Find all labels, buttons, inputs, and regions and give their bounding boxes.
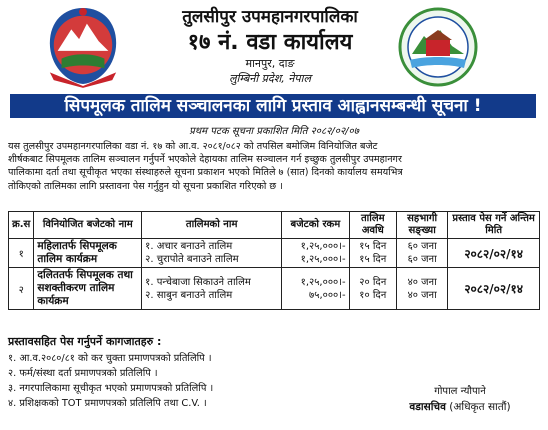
- document-item: ४. प्रशिक्षकको TOT प्रमाणपत्रको प्रतिलिपि तथा C.V. ।: [8, 398, 207, 409]
- province-line: लुम्बिनी प्रदेश, नेपाल: [229, 72, 311, 85]
- notice-banner: सिपमूलक तालिम सञ्चालनका लागि प्रस्ताव आह्वानसम्बन्धी सूचना !: [10, 94, 536, 118]
- row-category: दलिततर्फ सिपमूलक तथा सशक्तीकरण तालिम कार्यक्रम: [34, 268, 142, 310]
- header-sn: क्र.स: [9, 212, 34, 239]
- signatory-note: (अधिकृत सातौं): [449, 401, 511, 413]
- header-duration: तालिम अवधि: [349, 212, 396, 239]
- budget-amount: ७५,०००।-: [309, 289, 346, 301]
- duration: १५ दिन: [359, 241, 387, 252]
- participant-count: ४० जना: [407, 289, 437, 301]
- participant-count: ४० जना: [407, 276, 437, 288]
- municipality-name: तुलसीपुर उपमहानगरपालिका: [182, 7, 358, 27]
- document-item: १. आ.व.२०८०/८१ को कर चुक्ता प्रमाणपत्रको प्रतिलिपि ।: [8, 353, 212, 364]
- training-name: २. साबुन बनाउने तालिम: [145, 289, 233, 301]
- row-sn: २: [9, 268, 34, 310]
- header-participants: सहभागी सङ्ख्या: [396, 212, 447, 239]
- publication-date-line: प्रथम पटक सूचना प्रकाशित मिति २०८२/०२/०७: [189, 126, 359, 137]
- training-name: २. चुरापोते बनाउने तालिम: [145, 254, 239, 265]
- paragraph-line: शीर्षकबाट सिपमूलक तालिम सञ्चालन गर्नुपर्ने भएकोले देहायका तालिम सञ्चालन गर्न इच्छुक तुलसीपुर उपमहानगर: [8, 154, 402, 166]
- training-name: १. अचार बनाउने तालिम: [145, 241, 233, 252]
- duration: १० दिन: [359, 289, 387, 301]
- header: [0, 0, 548, 96]
- document-item: २. फर्म/संस्था दर्ता प्रमाणपत्रको प्रतिलिपि ।: [8, 368, 158, 379]
- paragraph-line: यस तुलसीपुर उपमहानगरपालिका वडा नं. १७ को आ.व. २०८१/०८२ को तपसिल बमोजिम विनियोजित बजेट: [8, 141, 378, 152]
- signature-block: [390, 383, 530, 414]
- row-durations: [349, 239, 396, 268]
- budget-amount: १,२५,०००।-: [300, 276, 346, 288]
- signatory-name: गोपाल न्यौपाने: [434, 386, 486, 397]
- row-participants: [396, 239, 447, 268]
- signatory-designation: वडासचिव: [409, 401, 446, 413]
- header-budget: बजेटको रकम: [282, 212, 349, 239]
- row-category: महिलातर्फ सिपमूलक तालिम कार्यक्रम: [34, 239, 142, 268]
- row-durations: [349, 268, 396, 310]
- budget-amount: १,२५,०००।-: [300, 241, 346, 252]
- duration: १५ दिन: [359, 254, 387, 265]
- header-deadline: प्रस्ताव पेस गर्ने अन्तिम मिति: [448, 212, 540, 239]
- nepal-emblem-icon: [44, 4, 122, 88]
- row-budgets: [282, 239, 349, 268]
- paragraph-line: तोकिएको तालिमका लागि प्रस्तावना पेस गर्नुहुन यो सूचना प्रकाशित गरिएको छ ।: [8, 180, 283, 192]
- header-training: तालिमको नाम: [142, 212, 282, 239]
- budget-amount: १,२५,०००।-: [300, 254, 346, 265]
- table-row: [9, 239, 540, 268]
- row-trainings: [142, 239, 282, 268]
- document-item: ३. नगरपालिकामा सूचीकृत भएको प्रमाणपत्रको प्रतिलिपि ।: [8, 383, 214, 394]
- training-name: १. पन्चेबाजा सिकाउने तालिम: [145, 276, 251, 288]
- training-table: [8, 211, 540, 310]
- row-participants: [396, 268, 447, 310]
- duration: २० दिन: [359, 276, 387, 288]
- address-line: मानपुर, दाङ: [245, 57, 295, 70]
- ward-office-title: १७ नं. वडा कार्यालय: [187, 30, 353, 55]
- row-trainings: [142, 268, 282, 310]
- documents-title: प्रस्तावसहित पेस गर्नुपर्ने कागजातहरु :: [8, 335, 162, 348]
- signatory-designation-line: [390, 400, 530, 414]
- paragraph-line: पालिकामा दर्ता तथा सूचीकृत भएका संस्थाहरुले सूचना प्रकाशन भएको मितिले ७ (सात) दिनको कार्यालय समयभित्र: [8, 167, 403, 179]
- row-deadline: २०८२/०२/१४: [448, 268, 540, 310]
- table-row: [9, 268, 540, 310]
- notice-paragraph: [8, 140, 540, 193]
- participant-count: ६० जना: [407, 241, 437, 252]
- table-header-row: [9, 212, 540, 239]
- row-sn: १: [9, 239, 34, 268]
- participant-count: ६० जना: [407, 254, 437, 265]
- header-category: विनियोजित बजेटको नाम: [34, 212, 142, 239]
- row-deadline: २०८२/०२/१४: [448, 239, 540, 268]
- row-budgets: [282, 268, 349, 310]
